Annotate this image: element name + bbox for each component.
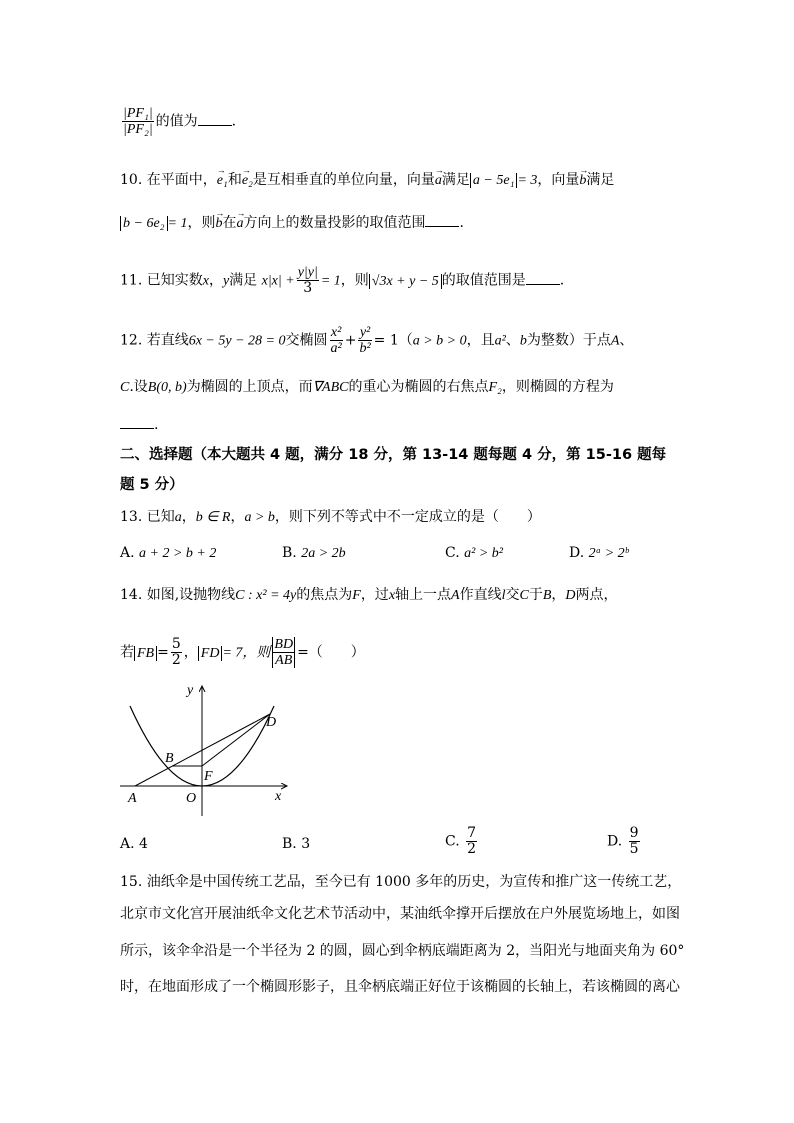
answer-blank (425, 212, 459, 227)
q13-option-c[interactable]: C. a² > b² (445, 545, 503, 561)
q11-fraction: $\frac{y|y|}{3}$ (297, 265, 318, 296)
q13-option-b[interactable]: B. 2a > 2b (282, 545, 346, 561)
section2-header-line1: 二、选择题（本大题共 4 题，满分 18 分，第 13-14 题每题 4 分，第 15-16 题每 (120, 447, 667, 463)
q12-line3: . (120, 414, 158, 435)
label-o: O (186, 791, 197, 806)
fraction-9-5: $\frac{9}{5}$ (629, 825, 639, 857)
label-x: x (275, 789, 282, 804)
answer-blank (198, 111, 232, 126)
q14-option-d[interactable]: D. $\frac{9}{5}$ (607, 825, 639, 857)
q12-line1: 12. 若直线6x − 5y − 28 = 0交椭圆 $\frac{\text{x²}}{\text{a²}}$ + $\frac{\text{y²}}{\text{b²}}$ = 1（a > b > 0，且a²、b为整数）于点A、 (120, 325, 634, 356)
segment-fd (202, 714, 270, 766)
q14-option-c[interactable]: C. $\frac{7}{2}$ (445, 825, 477, 857)
ellipse-y-fraction: $\frac{\text{y²}}{\text{b²}}$ (359, 325, 371, 356)
label-b: B (165, 751, 174, 766)
q10-line1: 10. 在平面中，→ e₁和→ e₂是互相垂直的单位向量，向量→ a满足 a − 5e₁ = 3，向量→ b满足 (120, 170, 614, 191)
ratio-fraction: $\frac{\text{|PF₁|}}{\text{|PF₂|}}$ (123, 106, 153, 137)
answer-blank (526, 270, 560, 285)
q14-line1: 14. 如图,设抛物线C : x² = 4y的焦点为F，过x轴上一点A作直线l交C于B，D两点， (120, 587, 618, 603)
q10-line2: b − 6e₂ = 1，则→ b在→ a方向上的数量投影的取值范围 . (120, 212, 464, 234)
label-f: F (204, 769, 213, 784)
section2-header-line2: 题 5 分） (120, 477, 184, 493)
q12-line2: C.设B(0, b)为椭圆的上顶点，而∇ABC的重心为椭圆的右焦点F₂，则椭圆的方程为 (120, 379, 614, 395)
q9-tail: $\frac{\text{|PF₁|}}{\text{|PF₂|}}$ 的值为 . (123, 106, 237, 137)
q13-option-d[interactable]: D. 2ᵃ > 2ᵇ (569, 545, 629, 561)
q15-line4: 时，在地面形成了一个椭圆形影子，且伞柄底端正好位于该椭圆的长轴上，若该椭圆的离心 (120, 979, 680, 995)
parabola-figure (115, 680, 295, 820)
q13-line: 13. 已知a，b ∈ R，a > b，则下列不等式中不一定成立的是（ ） (120, 509, 541, 525)
q14-line2: 若 FB = $\frac{5}{2}$ ， FD = 7，则 $\frac{BD}{AB}$ =（ ） (120, 636, 365, 668)
q14-option-a[interactable]: A. 4 (120, 836, 148, 852)
q15-line3: 所示，该伞伞沿是一个半径为 2 的圆，圆心到伞柄底端距离为 2，当阳光与地面夹角为 60° (120, 943, 685, 959)
ellipse-x-fraction: $\frac{\text{x²}}{\text{a²}}$ (330, 325, 342, 356)
label-a: A (128, 791, 137, 806)
q13-option-a[interactable]: A. a + 2 > b + 2 (120, 545, 217, 561)
q14-option-b[interactable]: B. 3 (282, 836, 311, 852)
q11-line: 11. 已知实数x，y满足 x|x| + $\frac{y|y|}{3}$ = 1，则 √3x + y − 5 的取值范围是 . (120, 265, 565, 296)
label-d: D (266, 715, 277, 730)
q14-ratio: $\frac{BD}{AB}$ (274, 637, 294, 668)
q15-line1: 15. 油纸伞是中国传统工艺品，至今已有 1000 多年的历史，为宣传和推广这一传统工艺， (120, 874, 682, 890)
q14-fraction-5-2: $\frac{5}{2}$ (171, 636, 181, 668)
fraction-7-2: $\frac{7}{2}$ (467, 825, 477, 857)
label-y: y (187, 683, 194, 698)
answer-blank (120, 414, 154, 429)
q15-line2: 北京市文化宫开展油纸伞文化艺术节活动中，某油纸伞撑开后摆放在户外展览场地上，如图 (120, 906, 680, 922)
